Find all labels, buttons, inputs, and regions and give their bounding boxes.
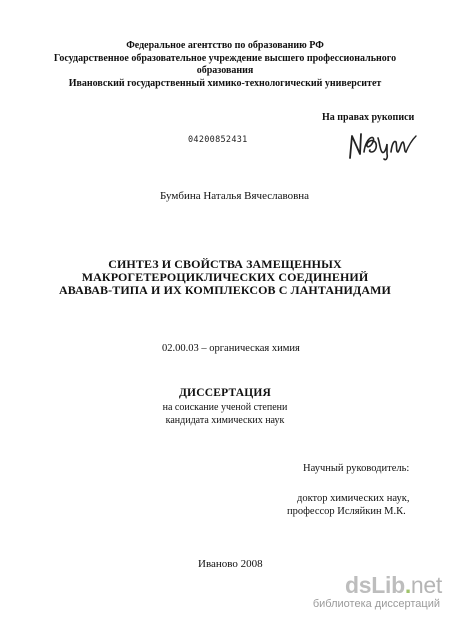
- header-line-1: Федеральное агентство по образованию РФ: [126, 40, 324, 51]
- advisor-info: [287, 492, 409, 518]
- author-name: Бумбина Наталья Вячеславовна: [160, 190, 310, 202]
- advisor-degree: доктор химических наук,: [297, 493, 410, 504]
- organization-header: [0, 40, 450, 90]
- title-line-2: МАКРОГЕТЕРОЦИКЛИЧЕСКИХ СОЕДИНЕНИЙ: [81, 270, 369, 284]
- advisor-name: профессор Исляйкин М.К.: [287, 506, 406, 517]
- dslib-watermark[interactable]: [306, 572, 446, 616]
- header-line-2: Государственное образовательное учреждение высшего профессионального: [53, 52, 397, 64]
- dslib-tagline: библиотека диссертаций: [312, 598, 440, 610]
- degree-line-1: на соискание ученой степени: [162, 402, 288, 413]
- signature-icon: [346, 128, 418, 162]
- city-year: Иваново 2008: [198, 558, 263, 570]
- dissertation-heading: ДИССЕРТАЦИЯ: [178, 387, 272, 399]
- advisor-label: Научный руководитель:: [303, 463, 410, 474]
- manuscript-note: На правах рукописи: [322, 112, 415, 123]
- specialty-code: 02.00.03 – органическая химия: [162, 343, 300, 354]
- degree-description: [0, 402, 450, 427]
- title-line-1: СИНТЕЗ И СВОЙСТВА ЗАМЕЩЕННЫХ: [108, 257, 342, 271]
- header-line-3: образования: [196, 65, 254, 76]
- title-line-3: АВАВАВ-ТИПА И ИХ КОМПЛЕКСОВ С ЛАНТАНИДАМИ: [59, 283, 391, 297]
- dissertation-title: [0, 258, 450, 297]
- degree-line-2: кандидата химических наук: [165, 414, 285, 426]
- catalog-number: 04200852431: [188, 135, 248, 145]
- dslib-logo: dsLib.net: [344, 572, 442, 598]
- header-line-4: Ивановский государственный химико-технологический университет: [68, 77, 382, 89]
